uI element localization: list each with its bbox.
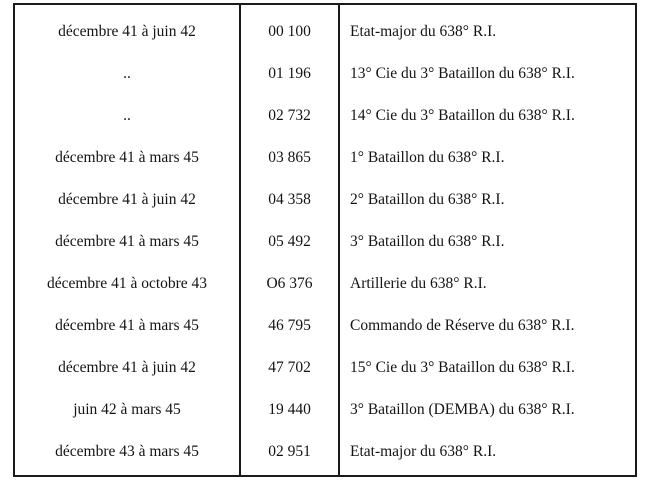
- postal-number-cell: 04 358: [268, 191, 311, 208]
- period-cell: ..: [123, 65, 131, 82]
- period-cell: décembre 41 à juin 42: [58, 191, 196, 208]
- period-cell: ..: [123, 107, 131, 124]
- unit-cell: 3° Bataillon du 638° R.I.: [350, 233, 505, 250]
- unit-cell: 13° Cie du 3° Bataillon du 638° R.I.: [350, 65, 575, 82]
- table-row: [15, 431, 635, 473]
- postal-number-cell: 47 702: [268, 359, 311, 376]
- period-cell: décembre 41 à juin 42: [58, 359, 196, 376]
- unit-cell: 14° Cie du 3° Bataillon du 638° R.I.: [350, 107, 575, 124]
- period-cell: décembre 43 à mars 45: [55, 443, 199, 460]
- postal-number-cell: 02 951: [268, 443, 311, 460]
- table-row: [15, 137, 635, 179]
- unit-cell: Artillerie du 638° R.I.: [350, 275, 487, 292]
- postal-number-cell: 05 492: [268, 233, 311, 250]
- period-cell: décembre 41 à mars 45: [55, 233, 199, 250]
- table-row: [15, 221, 635, 263]
- unit-cell: Etat-major du 638° R.I.: [350, 443, 497, 460]
- unit-cell: Etat-major du 638° R.I.: [350, 23, 497, 40]
- table-body: [15, 5, 635, 475]
- postal-number-cell: 03 865: [268, 149, 311, 166]
- period-cell: décembre 41 à juin 42: [58, 23, 196, 40]
- table-row: [15, 263, 635, 305]
- period-cell: décembre 41 à octobre 43: [46, 275, 208, 292]
- units-table: [13, 3, 637, 477]
- table-row: [15, 11, 635, 53]
- table-row: [15, 53, 635, 95]
- postal-number-cell: O6 376: [266, 275, 313, 292]
- table-row: [15, 95, 635, 137]
- postal-number-cell: 01 196: [268, 65, 311, 82]
- postal-number-cell: 19 440: [268, 401, 311, 418]
- postal-number-cell: 00 100: [268, 23, 311, 40]
- period-cell: décembre 41 à mars 45: [55, 149, 199, 166]
- unit-cell: 15° Cie du 3° Bataillon du 638° R.I.: [350, 359, 575, 376]
- postal-number-cell: 02 732: [268, 107, 311, 124]
- unit-cell: Commando de Réserve du 638° R.I.: [350, 317, 575, 334]
- table-row: [15, 389, 635, 431]
- unit-cell: 2° Bataillon du 638° R.I.: [350, 191, 505, 208]
- table-row: [15, 179, 635, 221]
- period-cell: décembre 41 à mars 45: [55, 317, 199, 334]
- table-row: [15, 347, 635, 389]
- postal-number-cell: 46 795: [268, 317, 311, 334]
- unit-cell: 1° Bataillon du 638° R.I.: [350, 149, 505, 166]
- period-cell: juin 42 à mars 45: [73, 401, 181, 418]
- unit-cell: 3° Bataillon (DEMBA) du 638° R.I.: [350, 401, 575, 418]
- table-row: [15, 305, 635, 347]
